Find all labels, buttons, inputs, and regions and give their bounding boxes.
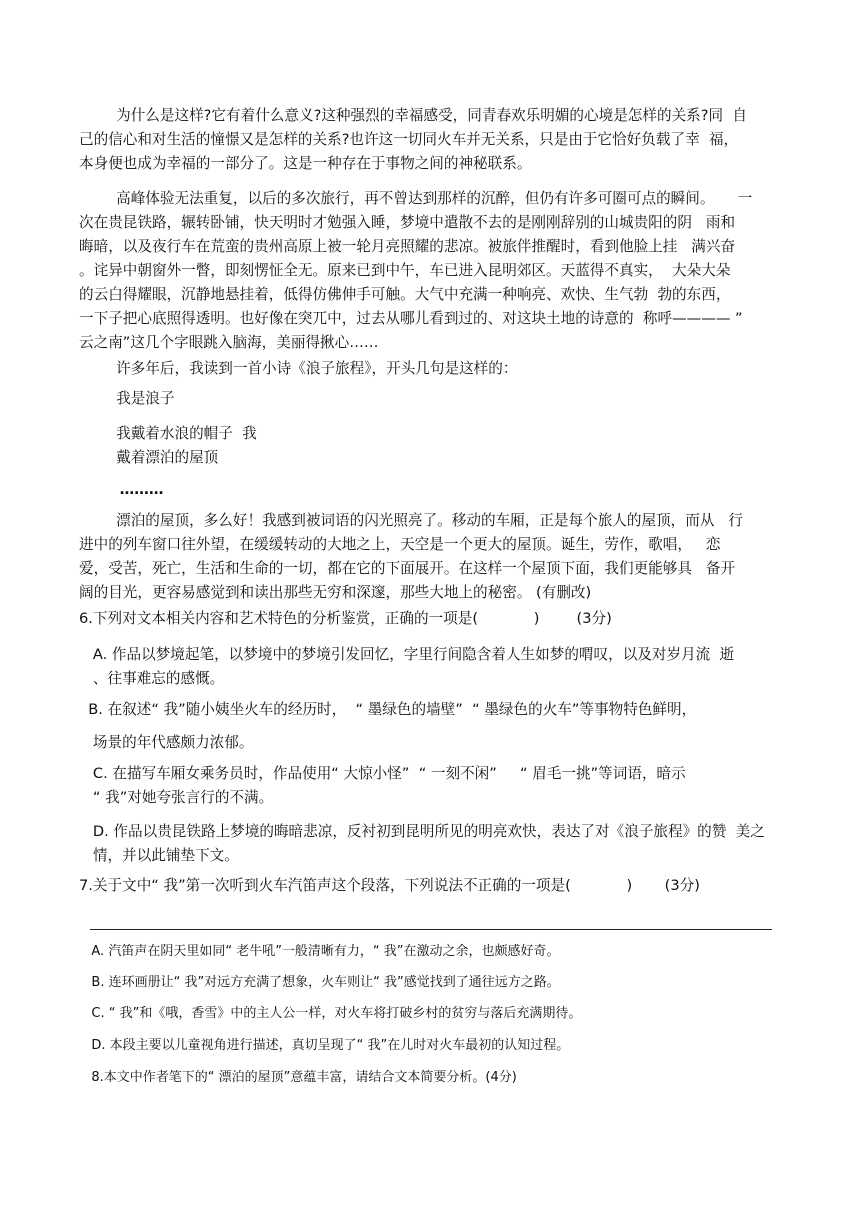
question-7-option-a <box>79 940 779 964</box>
text-line: 6.下列对文本相关内容和艺术特色的分析鉴赏，正确的一项是( ) (3分) <box>79 610 612 627</box>
text-line: 漂泊的屋顶，多么好！我感到被词语的闪光照亮了。移动的车厢，正是每个旅人的屋顶，而从 行 <box>79 512 743 529</box>
passage-paragraph-2 <box>79 187 779 355</box>
text-line: 进中的列车窗口往外望，在缓缓转动的大地之上，天空是一个更大的屋顶。诞生，劳作，歌唱， 恋 <box>79 536 721 553</box>
text-line: C. “ 我”和《哦，香雪》中的主人公一样，对火车将打破乡村的贫穷与落后充满期待。 <box>79 1006 582 1021</box>
question-7-option-b <box>79 971 779 995</box>
divider-line <box>90 929 772 930</box>
question-7-option-c <box>79 1002 779 1026</box>
poem-line-2 <box>79 422 779 470</box>
text-line: 本身便也成为幸福的一部分了。这是一种存在于事物之间的神秘联系。 <box>79 155 532 172</box>
text-line: 。诧异中朝窗外一瞥，即刻愣怔全无。原来已到中午，车已进入昆明郊区。天蓝得不真实， 大朵大朵 <box>79 262 731 279</box>
question-6-option-d <box>79 820 779 868</box>
question-7-option-d <box>79 1034 779 1058</box>
text-line: 场景的年代感颇力浓郁。 <box>79 734 254 751</box>
text-line: D. 作品以贵昆铁路上梦境的晦暗悲凉，反衬初到昆明所见的明亮欢快，表达了对《浪子旅程》的赞 美之 <box>79 823 765 840</box>
text-line: B. 连环画册让“ 我”对远方充满了想象，火车则让“ 我”感觉找到了通往远方之路。 <box>79 975 560 990</box>
passage-paragraph-3 <box>79 357 779 381</box>
text-line: D. 本段主要以儿童视角进行描述，真切呈现了“ 我”在儿时对火车最初的认知过程。 <box>79 1038 570 1053</box>
question-6-option-b-cont <box>79 731 779 755</box>
text-line: 情，并以此铺垫下文。 <box>79 847 239 864</box>
text-line: ……… <box>79 481 164 498</box>
text-line: 我是浪子 <box>79 390 175 407</box>
text-line: “ 我”对她夸张言行的不满。 <box>79 789 274 806</box>
text-line: 许多年后，我读到一首小诗《浪子旅程》，开头几句是这样的： <box>79 360 518 377</box>
text-line: 次在贵昆铁路，辗转卧铺，快天明时才勉强入睡，梦境中遣散不去的是刚刚辞别的山城贵阳的阴 雨和 <box>79 214 736 231</box>
poem-line-1 <box>79 387 779 411</box>
text-line: 阔的目光，更容易感觉到和读出那些无穷和深邃，那些大地上的秘密。 (有删改) <box>79 584 592 601</box>
question-7-stem <box>79 874 779 898</box>
text-line: 8.本文中作者笔下的“ 漂泊的屋顶”意蕴丰富，请结合文本简要分析。(4分) <box>79 1070 517 1085</box>
text-line: 云之南”这几个字眼跳入脑海，美丽得揪心…… <box>79 334 379 351</box>
text-line: 、往事难忘的感慨。 <box>79 670 225 687</box>
text-line: 我戴着水浪的帽子 我 <box>79 425 257 442</box>
question-6-option-a <box>79 643 779 691</box>
text-line: 己的信心和对生活的憧憬又是怎样的关系?也许这一切同火车并无关系，只是由于它恰好负载了幸 福， <box>79 131 739 148</box>
text-line: A. 作品以梦境起笔，以梦境中的梦境引发回忆，字里行间隐含着人生如梦的喟叹，以及对岁月流 逝 <box>79 646 735 663</box>
text-line: 爱，受苦，死亡，生活和生命的一切，都在它的下面展开。在这样一个屋顶下面，我们更能够具 备开 <box>79 560 736 577</box>
question-8-stem <box>79 1066 779 1090</box>
poem-ellipsis <box>79 478 779 502</box>
text-line: 的云白得耀眼，沉静地悬挂着，低得仿佛伸手可触。大气中充满一种响亮、欢快、生气勃 勃的东西， <box>79 286 731 303</box>
text-line: C. 在描写车厢女乘务员时，作品使用“ 大惊小怪” “ 一刻不闲” “ 眉毛一挑”等词语，暗示 <box>79 765 686 782</box>
text-line: A. 汽笛声在阴天里如同“ 老牛吼”一般清晰有力，“ 我”在激动之余，也颇感好奇。 <box>79 944 560 959</box>
question-6-option-c <box>79 762 779 810</box>
text-line: B. 在叙述“ 我”随小姨坐火车的经历时， “ 墨绿色的墙壁” “ 墨绿色的火车”等事物特色鲜明， <box>79 701 697 718</box>
passage-paragraph-4 <box>79 509 779 605</box>
text-line: 晦暗，以及夜行车在荒蛮的贵州高原上被一轮月亮照耀的悲凉。被旅伴推醒时，看到他脸上挂 满兴奋 <box>79 238 736 255</box>
question-6-option-b <box>79 698 779 722</box>
question-6-stem <box>79 607 779 631</box>
text-line: 一下子把心底照得透明。也好像在突兀中，过去从哪儿看到过的、对这块土地的诗意的 称呼———— ” <box>79 310 743 327</box>
text-line: 为什么是这样?它有着什么意义?这种强烈的幸福感受，同青春欢乐明媚的心境是怎样的关系?同 自 <box>79 107 747 124</box>
passage-paragraph-1 <box>79 104 779 176</box>
text-line: 7.关于文中“ 我”第一次听到火车汽笛声这个段落，下列说法不正确的一项是( ) (3分) <box>79 877 700 894</box>
text-line: 高峰体验无法重复，以后的多次旅行，再不曾达到那样的沉醉，但仍有许多可圈可点的瞬间。 一 <box>79 190 753 207</box>
text-line: 戴着漂泊的屋顶 <box>79 449 219 466</box>
